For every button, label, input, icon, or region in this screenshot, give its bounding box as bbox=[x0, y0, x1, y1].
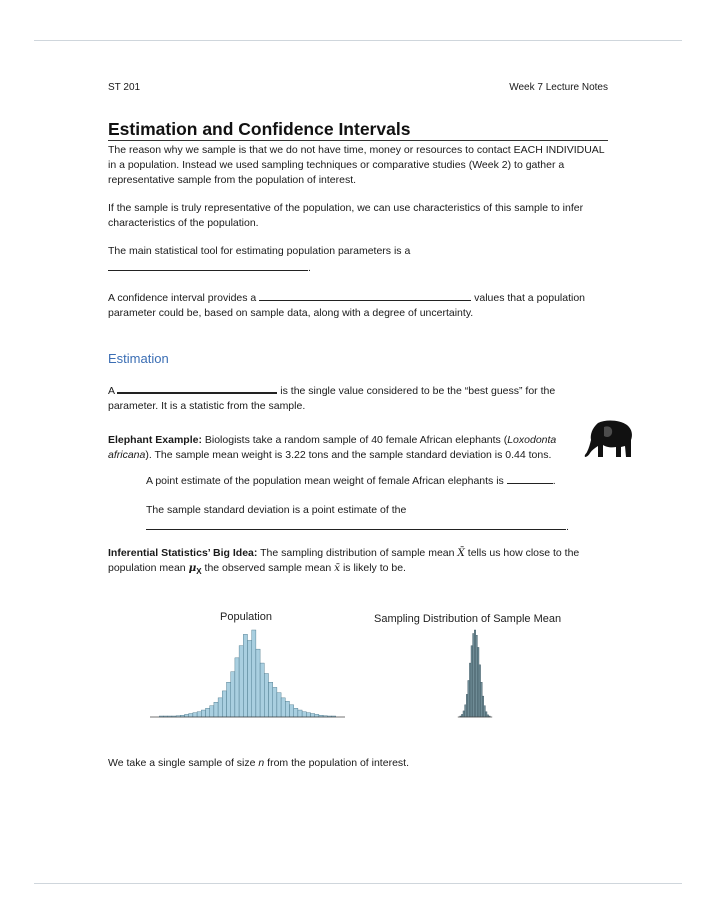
final-paragraph: We take a single sample of size n from the population of interest. bbox=[108, 757, 409, 769]
sample-size-symbol: n bbox=[258, 757, 265, 769]
population-bar bbox=[239, 646, 243, 717]
inference-paragraph: If the sample is truly representative of the population, we can use characteristics of this sample to infer characteristics of the population. bbox=[108, 202, 584, 229]
sampling-bar bbox=[468, 680, 470, 717]
sampling-bar bbox=[481, 682, 483, 717]
population-bar bbox=[264, 674, 268, 718]
sample-mean-symbol: x̄ bbox=[334, 562, 341, 574]
sampling-chart-title: Sampling Distribution of Sample Mean bbox=[374, 613, 562, 625]
population-bar bbox=[210, 706, 214, 717]
population-bar bbox=[243, 634, 247, 717]
sampling-bar bbox=[484, 706, 486, 717]
xbar-symbol: X̄ bbox=[457, 547, 465, 559]
population-bar bbox=[260, 663, 264, 717]
sampling-bar bbox=[473, 633, 475, 717]
mean-weight-blank bbox=[507, 472, 553, 484]
sampling-bar bbox=[482, 696, 484, 717]
population-bar bbox=[197, 712, 201, 717]
population-bar bbox=[302, 712, 306, 717]
population-bar bbox=[206, 708, 210, 717]
sampling-bar bbox=[465, 705, 467, 717]
lecture-notes-label: Week 7 Lecture Notes bbox=[509, 82, 608, 93]
population-bar bbox=[235, 658, 239, 717]
population-bar bbox=[273, 687, 277, 717]
document-page bbox=[108, 80, 608, 579]
sampling-bar bbox=[469, 663, 471, 717]
species-name: Loxodonta africana bbox=[108, 434, 557, 461]
population-bar bbox=[222, 691, 226, 717]
population-bar bbox=[189, 714, 193, 717]
sampling-bar bbox=[477, 647, 479, 717]
course-code: ST 201 bbox=[108, 82, 141, 93]
confidence-interval-blank bbox=[259, 289, 471, 301]
sampling-bar bbox=[466, 694, 468, 717]
population-chart-title: Population bbox=[220, 611, 272, 623]
population-bar bbox=[306, 713, 310, 717]
elephant-example-label: Elephant Example: bbox=[108, 434, 202, 446]
population-bar bbox=[193, 713, 197, 717]
population-bar bbox=[277, 693, 281, 717]
point-estimate-blank bbox=[117, 381, 277, 394]
population-bar bbox=[252, 630, 256, 717]
big-idea-paragraph: Inferential Statistics’ Big Idea: The sampling distribution of sample mean X̄ tells us how close to the population mean $\mu_X$ the observed sample mean x̄ is likely to be. bbox=[108, 547, 580, 577]
population-bar bbox=[201, 710, 205, 717]
top-rule bbox=[34, 40, 682, 41]
elephant-icon bbox=[584, 419, 636, 461]
confidence-interval-paragraph: A confidence interval provides a values that a population parameter could be, based on sample data, along with a degree of uncertainty. bbox=[108, 289, 608, 321]
population-bar bbox=[227, 682, 231, 717]
population-bar bbox=[294, 708, 298, 717]
population-bar bbox=[248, 640, 252, 717]
big-idea-label: Inferential Statistics’ Big Idea: bbox=[108, 547, 258, 559]
sampling-bar bbox=[479, 665, 481, 717]
population-bar bbox=[214, 702, 218, 717]
sampling-bar bbox=[474, 630, 476, 717]
point-estimate-question: A point estimate of the population mean weight of female African elephants is . bbox=[146, 472, 608, 489]
population-histogram bbox=[150, 628, 345, 723]
population-bar bbox=[285, 701, 289, 717]
statistical-tool-paragraph: The main statistical tool for estimating population parameters is a . bbox=[108, 245, 411, 274]
population-bar bbox=[281, 698, 285, 717]
population-bar bbox=[256, 649, 260, 717]
distribution-charts bbox=[150, 608, 580, 728]
statistical-tool-blank bbox=[108, 259, 308, 271]
section-heading-estimation: Estimation bbox=[108, 351, 169, 366]
population-bar bbox=[231, 672, 235, 717]
intro-paragraph: The reason why we sample is that we do not have time, money or resources to contact EACH INDIVIDUAL in a population. Instead we used sampling techniques or comparative studies (Week 2) to gather a representative sample from the population of interest. bbox=[108, 144, 605, 186]
population-bar bbox=[298, 710, 302, 717]
std-dev-blank bbox=[146, 518, 566, 530]
page-title: Estimation and Confidence Intervals bbox=[108, 119, 608, 141]
population-bar bbox=[269, 682, 273, 717]
statistical-tool-text: The main statistical tool for estimating population parameters is a bbox=[108, 245, 411, 257]
std-dev-question: The sample standard deviation is a point estimate of the . bbox=[146, 504, 569, 533]
mu-symbol: μ bbox=[188, 562, 197, 574]
sampling-bar bbox=[471, 646, 473, 717]
sampling-distribution-histogram bbox=[450, 628, 500, 723]
population-bar bbox=[311, 714, 315, 717]
sampling-bar bbox=[463, 711, 465, 717]
sampling-bar bbox=[485, 712, 487, 717]
point-estimate-paragraph: A is the single value considered to be the “best guess” for the parameter. It is a statistic from the sample. bbox=[108, 381, 608, 414]
bottom-rule bbox=[34, 883, 682, 884]
sampling-bar bbox=[476, 635, 478, 717]
page-header bbox=[108, 80, 608, 96]
population-bar bbox=[218, 698, 222, 717]
elephant-example: Elephant Example: Biologists take a random sample of 40 female African elephants (Loxodonta africana). The sample mean weight is 3.22 tons and the sample standard deviation is 0.44 tons. bbox=[108, 434, 557, 461]
population-bar bbox=[290, 705, 294, 717]
